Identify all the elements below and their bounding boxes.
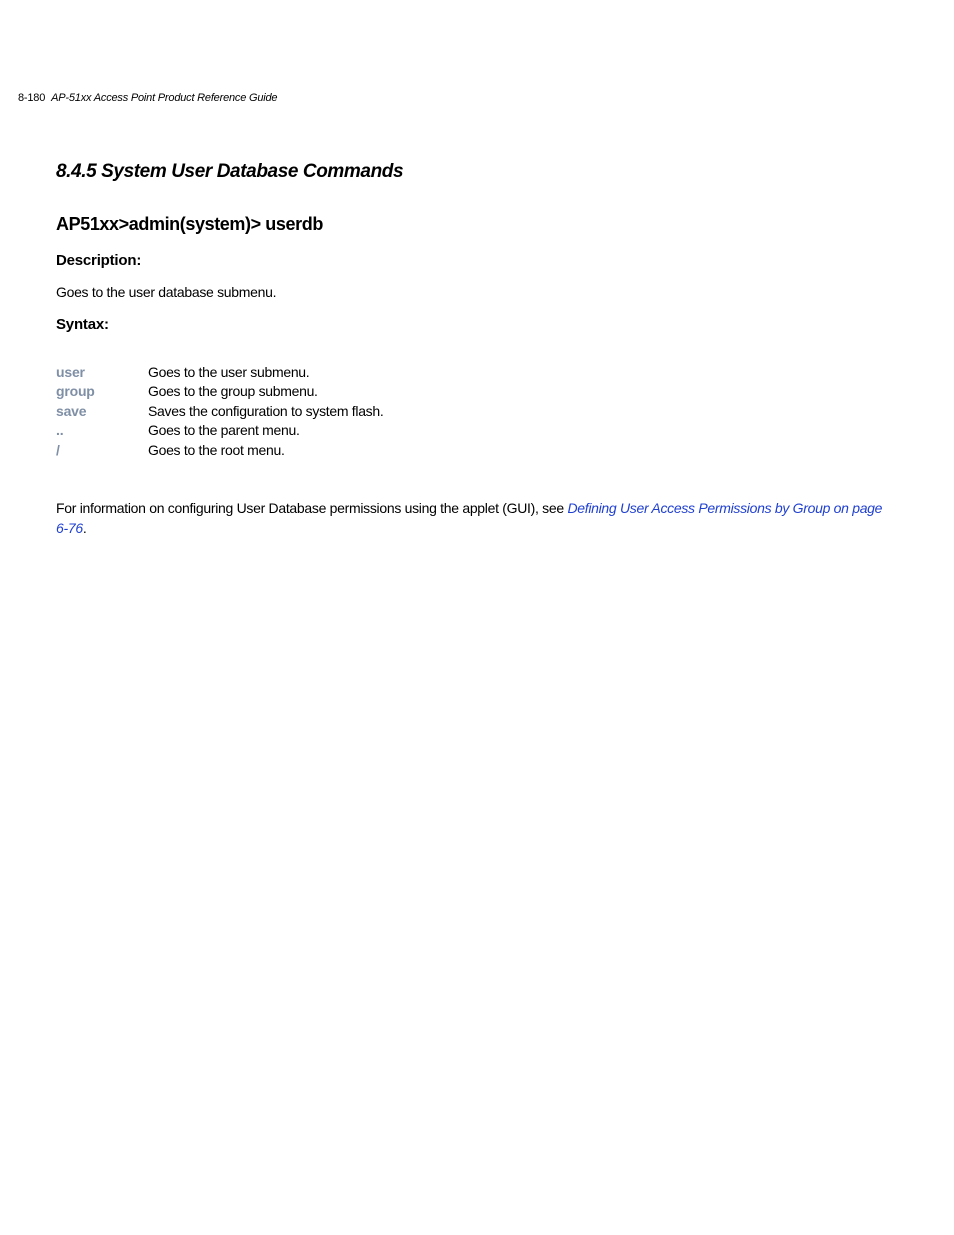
syntax-command: save xyxy=(56,402,87,419)
syntax-row xyxy=(56,421,556,441)
syntax-description: Goes to the parent menu. xyxy=(148,422,300,439)
syntax-label: Syntax: xyxy=(56,316,109,333)
syntax-row xyxy=(56,382,556,402)
syntax-description: Goes to the user submenu. xyxy=(148,363,310,380)
info-text-end: . xyxy=(82,519,87,536)
syntax-description: Goes to the group submenu. xyxy=(148,383,318,400)
syntax-row xyxy=(56,401,556,421)
syntax-command: .. xyxy=(56,422,64,439)
syntax-description: Saves the configuration to system flash. xyxy=(148,402,384,419)
page-header xyxy=(18,92,277,104)
guide-title: AP-51xx Access Point Product Reference Guide xyxy=(51,92,278,104)
description-label: Description: xyxy=(56,252,142,269)
syntax-command: / xyxy=(56,441,60,458)
syntax-row xyxy=(56,362,556,382)
syntax-description: Goes to the root menu. xyxy=(148,441,285,458)
syntax-table xyxy=(56,362,556,460)
info-paragraph xyxy=(56,499,886,538)
page-number: 8-180 xyxy=(18,92,46,104)
info-text: For information on configuring User Database permissions using the applet (GUI), see xyxy=(56,500,568,516)
syntax-command: group xyxy=(56,383,95,400)
cross-reference-link[interactable]: Defining User Access Permissions by Group on page 6-76 xyxy=(56,500,883,536)
section-title: 8.4.5 System User Database Commands xyxy=(56,161,404,182)
syntax-command: user xyxy=(56,363,85,380)
command-title: AP51xx>admin(system)> userdb xyxy=(56,214,323,234)
description-text: Goes to the user database submenu. xyxy=(56,284,277,300)
syntax-row xyxy=(56,440,556,460)
